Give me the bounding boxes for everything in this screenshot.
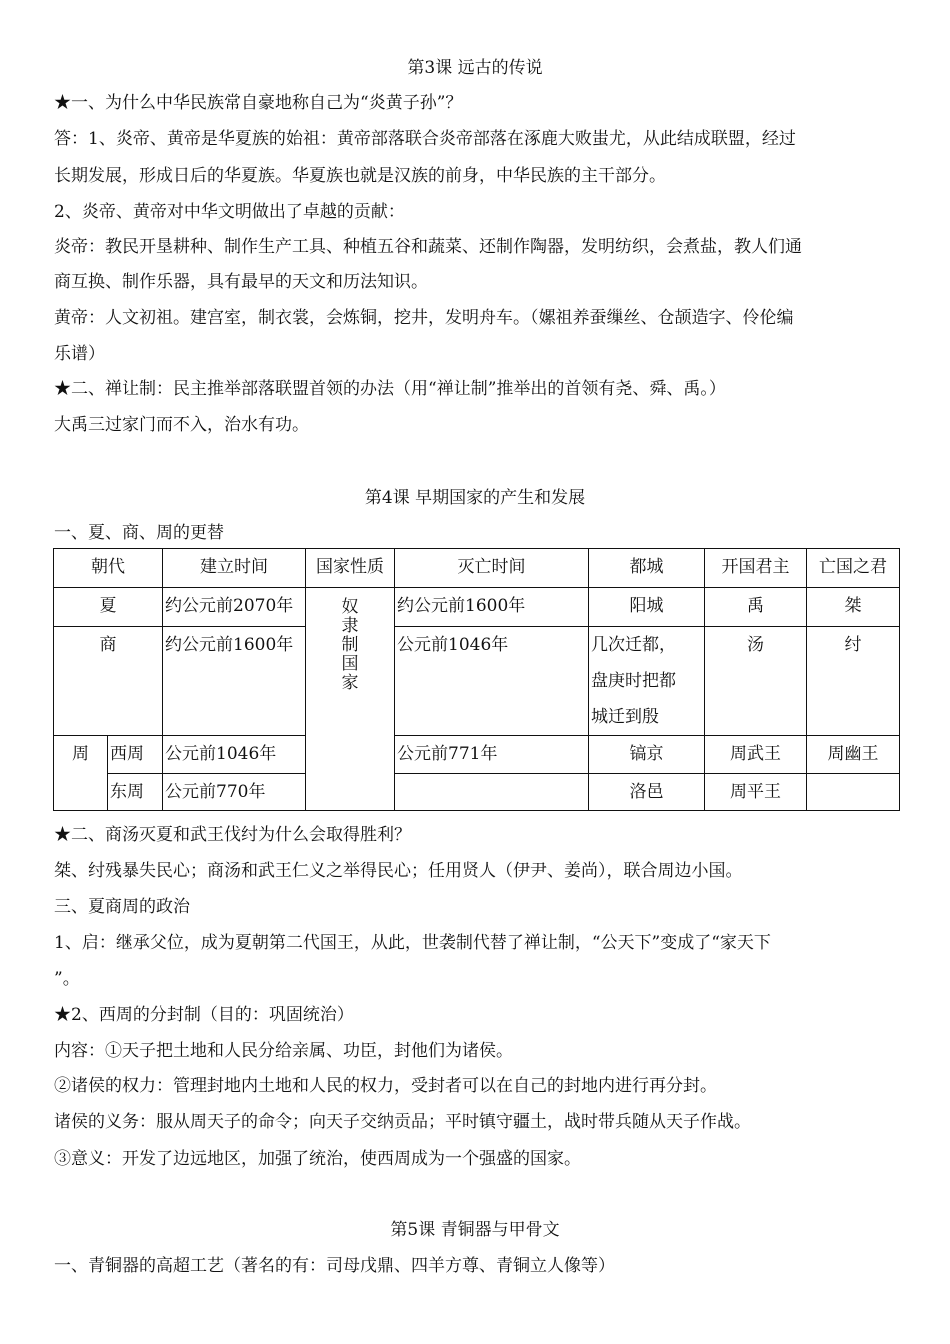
- lesson4-line-9: 诸侯的义务：服从周天子的命令；向天子交纳贡品；平时镇守疆土，战时带兵随从天子作战。: [54, 1112, 751, 1132]
- table-row-xizhou: [54, 736, 900, 774]
- lesson4-line-5: ”。: [54, 969, 80, 989]
- capital-line: 城迁到殷: [591, 707, 659, 727]
- header-capital: 都城: [589, 549, 705, 588]
- cell-xizhou-last-ruler: 周幽王: [807, 736, 900, 774]
- cell-shang-last-ruler: 纣: [807, 627, 900, 736]
- lesson5-line-1: 一、青铜器的高超工艺（著名的有：司母戊鼎、四羊方尊、青铜立人像等）: [54, 1256, 615, 1276]
- cell-xia-capital: 阳城: [589, 588, 705, 627]
- nature-char: 奴: [341, 597, 359, 617]
- lesson4-line-8: ②诸侯的权力：管理封地内土地和人民的权力，受封者可以在自己的封地内进行再分封。: [54, 1076, 717, 1096]
- cell-dongzhou-founded: 公元前770年: [163, 774, 306, 811]
- cell-xizhou-name: 西周: [108, 736, 163, 774]
- header-last-ruler: 亡国之君: [807, 549, 900, 588]
- lesson3-line-5: 炎帝：教民开垦耕种、制作生产工具、种植五谷和蔬菜、还制作陶器，发明纺织，会煮盐，教人们通: [54, 237, 802, 257]
- lesson4-line-6: ★2、西周的分封制（目的：巩固统治）: [54, 1005, 354, 1025]
- header-fall: 灭亡时间: [395, 549, 589, 588]
- cell-shang-fall: 公元前1046年: [395, 627, 589, 736]
- table-heading: 一、夏、商、周的更替: [54, 523, 224, 543]
- lesson4-line-10: ③意义：开发了边远地区，加强了统治，使西周成为一个强盛的国家。: [54, 1149, 581, 1169]
- table-row-xia: [54, 588, 900, 627]
- nature-char: 国: [341, 654, 359, 674]
- lesson3-line-10: 大禹三过家门而不入，治水有功。: [54, 415, 309, 435]
- header-nature: 国家性质: [306, 549, 395, 588]
- lesson4-line-1: ★二、商汤灭夏和武王伐纣为什么会取得胜利？: [54, 825, 411, 845]
- lesson3-line-1: ★一、为什么中华民族常自豪地称自己为“炎黄子孙”？: [54, 93, 463, 113]
- lesson3-title: 第3课 远古的传说: [407, 58, 543, 78]
- cell-dongzhou-founder: 周平王: [705, 774, 807, 811]
- nature-char: 家: [341, 673, 359, 693]
- lesson4-title: 第4课 早期国家的产生和发展: [364, 488, 586, 508]
- lesson3-line-4: 2、炎帝、黄帝对中华文明做出了卓越的贡献：: [54, 202, 405, 222]
- lesson4-line-7: 内容：①天子把土地和人民分给亲属、功臣，封他们为诸侯。: [54, 1041, 513, 1061]
- cell-xizhou-founded: 公元前1046年: [163, 736, 306, 774]
- lesson4-line-2: 桀、纣残暴失民心；商汤和武王仁义之举得民心；任用贤人（伊尹、姜尚），联合周边小国。: [54, 861, 743, 881]
- lesson4-line-3: 三、夏商周的政治: [54, 897, 190, 917]
- table-header-row: [54, 549, 900, 588]
- capital-line: 几次迁都，: [591, 635, 676, 655]
- lesson3-line-3: 长期发展，形成日后的华夏族。华夏族也就是汉族的前身，中华民族的主干部分。: [54, 166, 666, 186]
- lesson3-line-6: 商互换、制作乐器，具有最早的天文和历法知识。: [54, 272, 428, 292]
- header-founded: 建立时间: [163, 549, 306, 588]
- capital-line: 盘庚时把都: [591, 671, 676, 691]
- cell-shang-founded: 约公元前1600年: [163, 627, 306, 736]
- cell-dongzhou-last-ruler: [807, 774, 900, 811]
- cell-dongzhou-capital: 洛邑: [589, 774, 705, 811]
- lesson5-title: 第5课 青铜器与甲骨文: [390, 1220, 560, 1240]
- dynasty-table: [53, 548, 900, 811]
- cell-shang-capital: [589, 627, 705, 736]
- cell-state-nature: [306, 588, 395, 811]
- cell-xizhou-fall: 公元前771年: [395, 736, 589, 774]
- lesson4-line-4: 1、启：继承父位，成为夏朝第二代国王，从此，世袭制代替了禅让制，“公天下”变成了“家天下: [54, 933, 771, 953]
- header-dynasty: 朝代: [54, 549, 163, 588]
- lesson3-line-2: 答：1、炎帝、黄帝是华夏族的始祖：黄帝部落联合炎帝部落在涿鹿大败蚩尤，从此结成联盟，经过: [54, 129, 796, 149]
- table-row-shang: [54, 627, 900, 736]
- table-row-dongzhou: [54, 774, 900, 811]
- nature-char: 隶: [341, 616, 359, 636]
- header-founder: 开国君主: [705, 549, 807, 588]
- cell-xia-founder: 禹: [705, 588, 807, 627]
- cell-dongzhou-name: 东周: [108, 774, 163, 811]
- cell-xia-dynasty: 夏: [54, 588, 163, 627]
- lesson3-line-7: 黄帝：人文初祖。建宫室，制衣裳，会炼铜，挖井，发明舟车。（嫘祖养蚕缫丝、仓颉造字、伶伦编: [54, 308, 794, 328]
- cell-dongzhou-fall: [395, 774, 589, 811]
- cell-xia-last-ruler: 桀: [807, 588, 900, 627]
- cell-shang-founder: 汤: [705, 627, 807, 736]
- cell-zhou-dynasty: 周: [54, 736, 108, 811]
- cell-xizhou-founder: 周武王: [705, 736, 807, 774]
- cell-xizhou-capital: 镐京: [589, 736, 705, 774]
- lesson3-line-9: ★二、禅让制：民主推举部落联盟首领的办法（用“禅让制”推举出的首领有尧、舜、禹。）: [54, 379, 726, 399]
- cell-xia-founded: 约公元前2070年: [163, 588, 306, 627]
- lesson3-line-8: 乐谱）: [54, 344, 105, 364]
- cell-shang-dynasty: 商: [54, 627, 163, 736]
- cell-xia-fall: 约公元前1600年: [395, 588, 589, 627]
- nature-char: 制: [341, 635, 359, 655]
